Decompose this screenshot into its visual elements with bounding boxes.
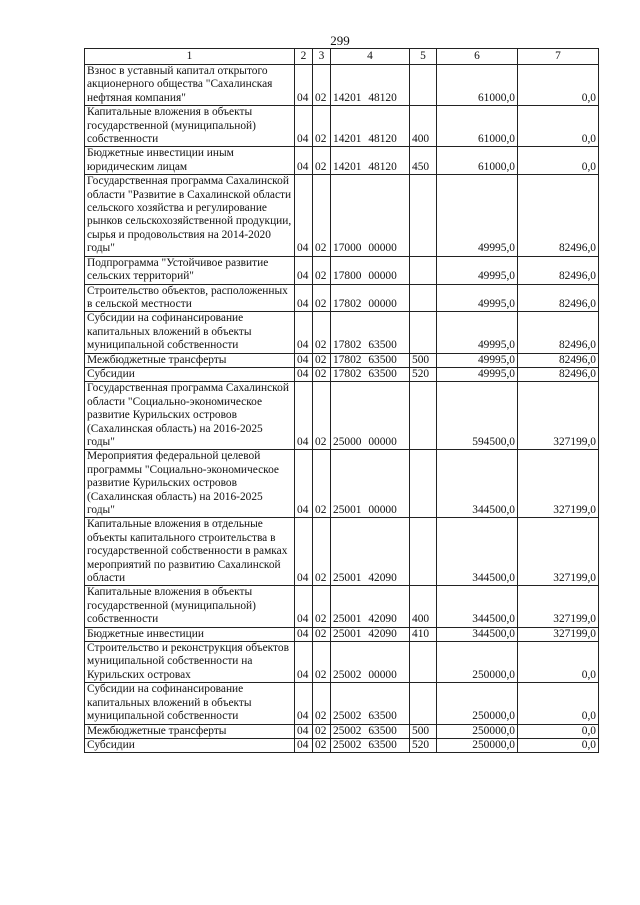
row-target-article-code: 25001 42090	[331, 586, 410, 627]
row-name-cell: Межбюджетные трансферты	[85, 353, 295, 367]
row-amount-col7: 82496,0	[518, 312, 599, 353]
row-name-cell: Строительство и реконструкция объектов муниципальной собственности на Курильских островах	[85, 642, 295, 683]
row-amount-col7: 0,0	[518, 147, 599, 175]
row-section-code: 04	[295, 175, 313, 256]
row-target-article-code: 17802 00000	[331, 284, 410, 312]
row-name-cell: Капитальные вложения в объекты государственной (муниципальной) собственности	[85, 106, 295, 147]
table-row	[85, 683, 599, 724]
row-target-article-code: 25002 63500	[331, 683, 410, 724]
row-amount-col7: 82496,0	[518, 175, 599, 256]
table-row	[85, 627, 599, 641]
row-section-code: 04	[295, 284, 313, 312]
row-target-article-code: 17802 63500	[331, 312, 410, 353]
row-expense-type-code	[410, 518, 437, 586]
row-target-article-code: 25002 63500	[331, 738, 410, 752]
table-row	[85, 312, 599, 353]
row-amount-col7: 82496,0	[518, 284, 599, 312]
row-target-article-code: 17800 00000	[331, 256, 410, 284]
row-amount-col7: 327199,0	[518, 518, 599, 586]
table-row	[85, 586, 599, 627]
row-name-cell: Взнос в уставный капитал открытого акционерного общества "Сахалинская нефтяная компания"	[85, 65, 295, 106]
row-expense-type-code	[410, 284, 437, 312]
row-section-code: 04	[295, 724, 313, 738]
row-amount-col6: 49995,0	[437, 175, 518, 256]
row-amount-col6: 344500,0	[437, 450, 518, 518]
row-expense-type-code: 500	[410, 353, 437, 367]
row-subsection-code: 02	[313, 724, 331, 738]
row-amount-col6: 61000,0	[437, 147, 518, 175]
table-row	[85, 450, 599, 518]
row-name-cell: Мероприятия федеральной целевой программы "Социально-экономическое развитие Курильских островов (Сахалинская область) на 2016-2025 годы"	[85, 450, 295, 518]
row-amount-col7: 327199,0	[518, 450, 599, 518]
row-section-code: 04	[295, 65, 313, 106]
row-target-article-code: 25000 00000	[331, 382, 410, 450]
row-target-article-code: 17802 63500	[331, 367, 410, 381]
row-name-cell: Бюджетные инвестиции иным юридическим лицам	[85, 147, 295, 175]
row-target-article-code: 17802 63500	[331, 353, 410, 367]
row-expense-type-code: 400	[410, 586, 437, 627]
row-amount-col7: 0,0	[518, 642, 599, 683]
row-section-code: 04	[295, 738, 313, 752]
row-name-cell: Государственная программа Сахалинской области "Социально-экономическое развитие Курильских островов (Сахалинская область) на 2016-2025 годы"	[85, 382, 295, 450]
row-amount-col6: 250000,0	[437, 738, 518, 752]
row-target-article-code: 14201 48120	[331, 106, 410, 147]
table-row	[85, 738, 599, 752]
page-number: 299	[330, 33, 350, 48]
row-subsection-code: 02	[313, 627, 331, 641]
row-amount-col6: 250000,0	[437, 724, 518, 738]
row-subsection-code: 02	[313, 353, 331, 367]
row-amount-col7: 82496,0	[518, 367, 599, 381]
table-row	[85, 382, 599, 450]
row-subsection-code: 02	[313, 106, 331, 147]
row-expense-type-code	[410, 683, 437, 724]
row-section-code: 04	[295, 518, 313, 586]
header-col-2: 2	[295, 49, 313, 65]
row-subsection-code: 02	[313, 147, 331, 175]
row-subsection-code: 02	[313, 738, 331, 752]
row-expense-type-code: 500	[410, 724, 437, 738]
row-subsection-code: 02	[313, 382, 331, 450]
row-target-article-code: 14201 48120	[331, 65, 410, 106]
row-subsection-code: 02	[313, 450, 331, 518]
table-row	[85, 106, 599, 147]
row-section-code: 04	[295, 106, 313, 147]
row-section-code: 04	[295, 642, 313, 683]
header-col-1: 1	[85, 49, 295, 65]
row-name-cell: Строительство объектов, расположенных в сельской местности	[85, 284, 295, 312]
row-target-article-code: 25002 63500	[331, 724, 410, 738]
row-expense-type-code: 450	[410, 147, 437, 175]
table-row	[85, 353, 599, 367]
row-expense-type-code	[410, 312, 437, 353]
row-amount-col7: 0,0	[518, 65, 599, 106]
row-amount-col6: 61000,0	[437, 106, 518, 147]
row-expense-type-code	[410, 256, 437, 284]
row-amount-col6: 344500,0	[437, 627, 518, 641]
row-amount-col7: 82496,0	[518, 256, 599, 284]
row-subsection-code: 02	[313, 65, 331, 106]
row-section-code: 04	[295, 312, 313, 353]
row-target-article-code: 25001 42090	[331, 627, 410, 641]
row-name-cell: Субсидии на софинансирование капитальных вложений в объекты муниципальной собственности	[85, 683, 295, 724]
row-subsection-code: 02	[313, 312, 331, 353]
row-name-cell: Капитальные вложения в отдельные объекты капитального строительства в государственной собственности в рамках мероприятий по развитию Сахалинской области	[85, 518, 295, 586]
table-row	[85, 175, 599, 256]
row-expense-type-code: 400	[410, 106, 437, 147]
row-expense-type-code	[410, 450, 437, 518]
header-col-5: 5	[410, 49, 437, 65]
row-subsection-code: 02	[313, 683, 331, 724]
row-amount-col6: 594500,0	[437, 382, 518, 450]
row-amount-col7: 0,0	[518, 724, 599, 738]
row-amount-col6: 49995,0	[437, 312, 518, 353]
row-amount-col7: 0,0	[518, 738, 599, 752]
table-row	[85, 256, 599, 284]
row-expense-type-code	[410, 382, 437, 450]
row-expense-type-code: 520	[410, 738, 437, 752]
header-col-4: 4	[331, 49, 410, 65]
row-name-cell: Межбюджетные трансферты	[85, 724, 295, 738]
row-amount-col6: 344500,0	[437, 518, 518, 586]
table-row	[85, 518, 599, 586]
row-amount-col6: 49995,0	[437, 284, 518, 312]
row-amount-col6: 49995,0	[437, 367, 518, 381]
row-name-cell: Бюджетные инвестиции	[85, 627, 295, 641]
row-subsection-code: 02	[313, 367, 331, 381]
row-amount-col6: 250000,0	[437, 683, 518, 724]
row-amount-col6: 49995,0	[437, 256, 518, 284]
row-section-code: 04	[295, 586, 313, 627]
budget-table	[84, 48, 599, 753]
table-row	[85, 284, 599, 312]
row-expense-type-code: 520	[410, 367, 437, 381]
header-col-6: 6	[437, 49, 518, 65]
header-col-7: 7	[518, 49, 599, 65]
table-header-row	[85, 49, 599, 65]
row-section-code: 04	[295, 627, 313, 641]
row-section-code: 04	[295, 147, 313, 175]
row-amount-col7: 327199,0	[518, 627, 599, 641]
row-expense-type-code: 410	[410, 627, 437, 641]
row-target-article-code: 25002 00000	[331, 642, 410, 683]
row-subsection-code: 02	[313, 175, 331, 256]
row-section-code: 04	[295, 353, 313, 367]
row-target-article-code: 14201 48120	[331, 147, 410, 175]
row-expense-type-code	[410, 175, 437, 256]
table-row	[85, 642, 599, 683]
row-name-cell: Субсидии	[85, 738, 295, 752]
row-name-cell: Подпрограмма "Устойчивое развитие сельских территорий"	[85, 256, 295, 284]
row-name-cell: Государственная программа Сахалинской области "Развитие в Сахалинской области сельского хозяйства и регулирование рынков сельскохозяйственной продукции, сырья и продовольствия на 2014-2020 годы"	[85, 175, 295, 256]
row-section-code: 04	[295, 382, 313, 450]
row-target-article-code: 25001 00000	[331, 450, 410, 518]
row-subsection-code: 02	[313, 586, 331, 627]
row-amount-col6: 344500,0	[437, 586, 518, 627]
row-amount-col6: 250000,0	[437, 642, 518, 683]
row-amount-col7: 0,0	[518, 683, 599, 724]
row-subsection-code: 02	[313, 284, 331, 312]
row-section-code: 04	[295, 450, 313, 518]
row-target-article-code: 17000 00000	[331, 175, 410, 256]
row-section-code: 04	[295, 256, 313, 284]
row-target-article-code: 25001 42090	[331, 518, 410, 586]
row-amount-col7: 0,0	[518, 106, 599, 147]
row-section-code: 04	[295, 367, 313, 381]
row-name-cell: Субсидии на софинансирование капитальных вложений в объекты муниципальной собственности	[85, 312, 295, 353]
table-row	[85, 147, 599, 175]
row-amount-col7: 82496,0	[518, 353, 599, 367]
row-amount-col7: 327199,0	[518, 382, 599, 450]
row-amount-col6: 61000,0	[437, 65, 518, 106]
row-name-cell: Капитальные вложения в объекты государственной (муниципальной) собственности	[85, 586, 295, 627]
row-section-code: 04	[295, 683, 313, 724]
table-row	[85, 65, 599, 106]
row-name-cell: Субсидии	[85, 367, 295, 381]
row-amount-col7: 327199,0	[518, 586, 599, 627]
table-row	[85, 724, 599, 738]
row-subsection-code: 02	[313, 642, 331, 683]
row-subsection-code: 02	[313, 518, 331, 586]
row-subsection-code: 02	[313, 256, 331, 284]
table-row	[85, 367, 599, 381]
row-expense-type-code	[410, 642, 437, 683]
row-expense-type-code	[410, 65, 437, 106]
table-body	[85, 65, 599, 753]
row-amount-col6: 49995,0	[437, 353, 518, 367]
header-col-3: 3	[313, 49, 331, 65]
